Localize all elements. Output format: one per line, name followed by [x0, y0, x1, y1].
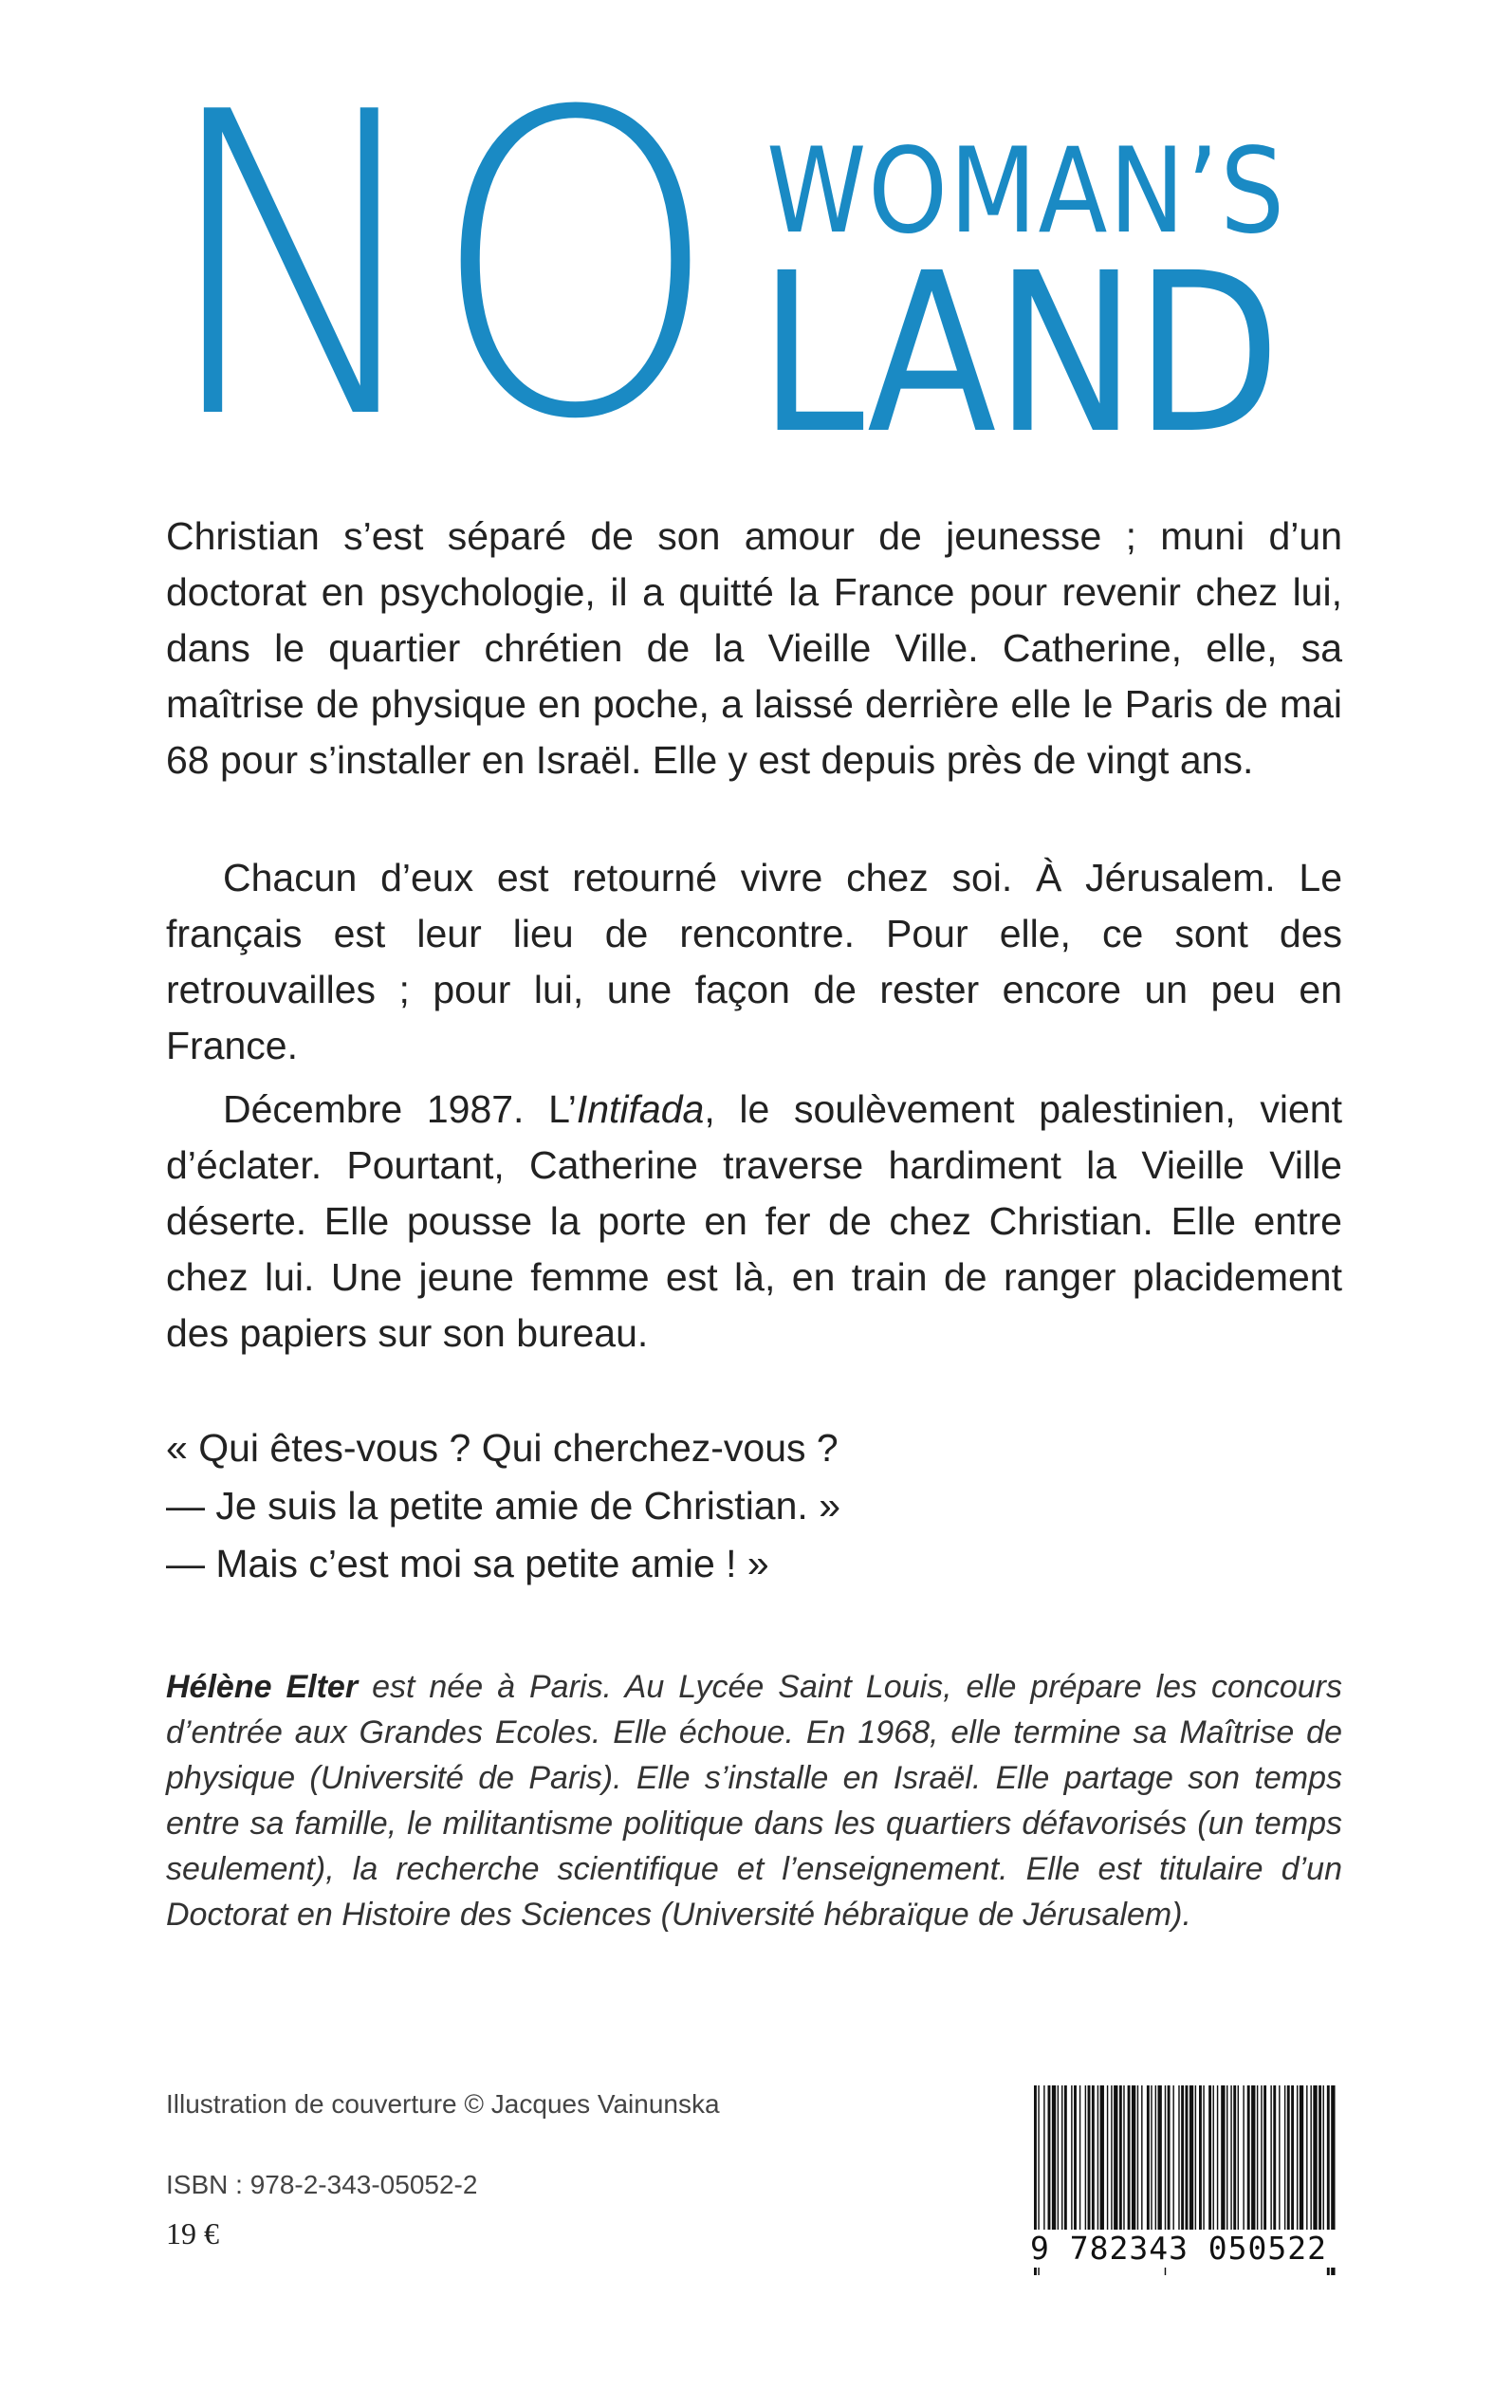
barcode-bar [1092, 2085, 1095, 2230]
barcode-bar [1257, 2085, 1258, 2230]
barcode-bar [1195, 2085, 1196, 2230]
summary-paragraph-3-end: , le soulèvement palestinien, vient d’éclater. Pourtant, Catherine traverse hardiment la Vieille Ville déserte. Elle pousse la porte en fer de chez Christian. Elle entre chez lui. Une jeune femme est là, en train de ranger placidement des papiers sur son bureau. [166, 1087, 1342, 1355]
barcode-bar [1168, 2085, 1171, 2230]
author-name: Hélène Elter [166, 1669, 359, 1705]
barcode-bar [1071, 2085, 1072, 2230]
barcode-bar [1119, 2085, 1122, 2230]
title-womans: WOMAN’S [766, 123, 1286, 260]
summary-paragraph-1: Christian s’est séparé de son amour de jeunesse ; muni d’un doctorat en psychologie, il a quitté la France pour revenir chez lui, dans le quartier chrétien de la Vieille Ville. Catherine, elle, sa maîtrise de physique en poche, a laissé derrière elle le Paris de mai 68 pour s’installer en Israël. Elle y est depuis près de vingt ans. [166, 514, 1342, 782]
barcode-bar [1291, 2085, 1294, 2230]
barcode-bar [1217, 2085, 1218, 2230]
barcode-bar [1128, 2085, 1131, 2230]
barcode-bar [1300, 2085, 1303, 2230]
barcode-bar [1085, 2085, 1086, 2230]
barcode-bar [1318, 2085, 1321, 2230]
barcode-bar [1048, 2085, 1051, 2230]
barcode-bar [1238, 2085, 1239, 2230]
dialogue-line: — Mais c’est moi sa petite amie ! » [166, 1542, 769, 1585]
barcode-bar [1284, 2085, 1285, 2230]
barcode-bar [1114, 2085, 1117, 2230]
illustration-credit: Illustration de couverture © Jacques Vainunska [166, 2089, 720, 2119]
barcode-bar [1323, 2085, 1324, 2230]
barcode-bar [1061, 2085, 1062, 2230]
barcode-bar [1151, 2085, 1152, 2230]
barcode-bar [1147, 2085, 1150, 2230]
barcode-bar [1141, 2085, 1142, 2230]
barcode-bar [1079, 2085, 1080, 2230]
title-no: NO [159, 25, 717, 510]
barcode-bar [1074, 2085, 1077, 2230]
barcode-bar [1088, 2085, 1091, 2230]
barcode-bar [1172, 2085, 1173, 2230]
barcode-bar [1247, 2085, 1250, 2230]
barcode-bar [1221, 2085, 1225, 2230]
price: 19 € [166, 2216, 219, 2251]
barcode-bar [1132, 2085, 1135, 2230]
barcode-bar [1043, 2085, 1044, 2230]
barcode-bar [1203, 2085, 1204, 2230]
barcode-bar [1107, 2085, 1108, 2230]
barcode-bar [1261, 2085, 1262, 2230]
barcode-digits: 9 782343 050522 [1028, 2230, 1345, 2268]
barcode-bar [1052, 2085, 1056, 2230]
barcode-bar [1155, 2085, 1156, 2230]
intifada-term: Intifada [576, 1087, 705, 1131]
barcode-bar [1287, 2085, 1290, 2230]
barcode-bar [1297, 2085, 1298, 2230]
dialogue-line: « Qui êtes-vous ? Qui cherchez-vous ? [166, 1426, 839, 1470]
isbn: ISBN : 978-2-343-05052-2 [166, 2170, 478, 2199]
barcode-bar [1226, 2085, 1227, 2230]
barcode-bar [1279, 2085, 1280, 2230]
barcode-bar [1273, 2085, 1276, 2230]
barcode-bar [1178, 2085, 1179, 2230]
barcode-bar [1208, 2085, 1211, 2230]
barcode-bar [1058, 2085, 1059, 2230]
barcode-bar [1158, 2085, 1162, 2230]
title-land: LAND [759, 226, 1280, 482]
barcode-bar [1064, 2085, 1067, 2230]
author-bio [166, 1664, 1342, 1937]
barcode-bar [1123, 2085, 1124, 2230]
barcode-bar [1306, 2085, 1307, 2230]
barcode-bar [1310, 2085, 1311, 2230]
barcode-bar [1243, 2085, 1244, 2230]
barcode-bar [1251, 2085, 1255, 2230]
barcode-bar [1111, 2085, 1112, 2230]
summary-paragraph-3 [166, 1082, 1342, 1361]
dialogue-line: — Je suis la petite amie de Christian. » [166, 1484, 840, 1528]
barcode-bar [1213, 2085, 1214, 2230]
barcode-bar [1263, 2085, 1266, 2230]
barcode-bar [1100, 2085, 1104, 2230]
barcode-bar [1137, 2085, 1138, 2230]
barcode-bar [1233, 2085, 1236, 2230]
author-bio-text: est née à Paris. Au Lycée Saint Louis, elle prépare les concours d’entrée aux Grandes Ecoles. Elle échoue. En 1968, elle termine sa Maîtrise de physique (Université de Paris). Elle s’installe en Israël. Elle partage son temps entre sa famille, le militantisme politique dans les quartiers défavorisés (un temps seulement), la recherche scientifique et l’enseignement. Elle est titulaire d’un Doctorat en Histoire des Sciences (Université hébraïque de Jérusalem). [166, 1669, 1342, 1933]
barcode-bar [1230, 2085, 1231, 2230]
barcode-bar [1270, 2085, 1271, 2230]
barcode-bar [1186, 2085, 1189, 2230]
barcode-bar [1097, 2085, 1098, 2230]
barcode-bar [1199, 2085, 1202, 2230]
barcode-bar [1189, 2085, 1193, 2230]
barcode-bar [1181, 2085, 1184, 2230]
summary-paragraph-3-start: Décembre 1987. L’ [223, 1087, 577, 1131]
dialogue-excerpt [166, 1419, 1342, 1593]
summary-paragraph-2: Chacun d’eux est retourné vivre chez soi. À Jérusalem. Le français est leur lieu de rencontre. Pour elle, ce sont des retrouvailles ; pour lui, une façon de rester encore un peu en France. [166, 856, 1342, 1067]
barcode-bar [1313, 2085, 1317, 2230]
